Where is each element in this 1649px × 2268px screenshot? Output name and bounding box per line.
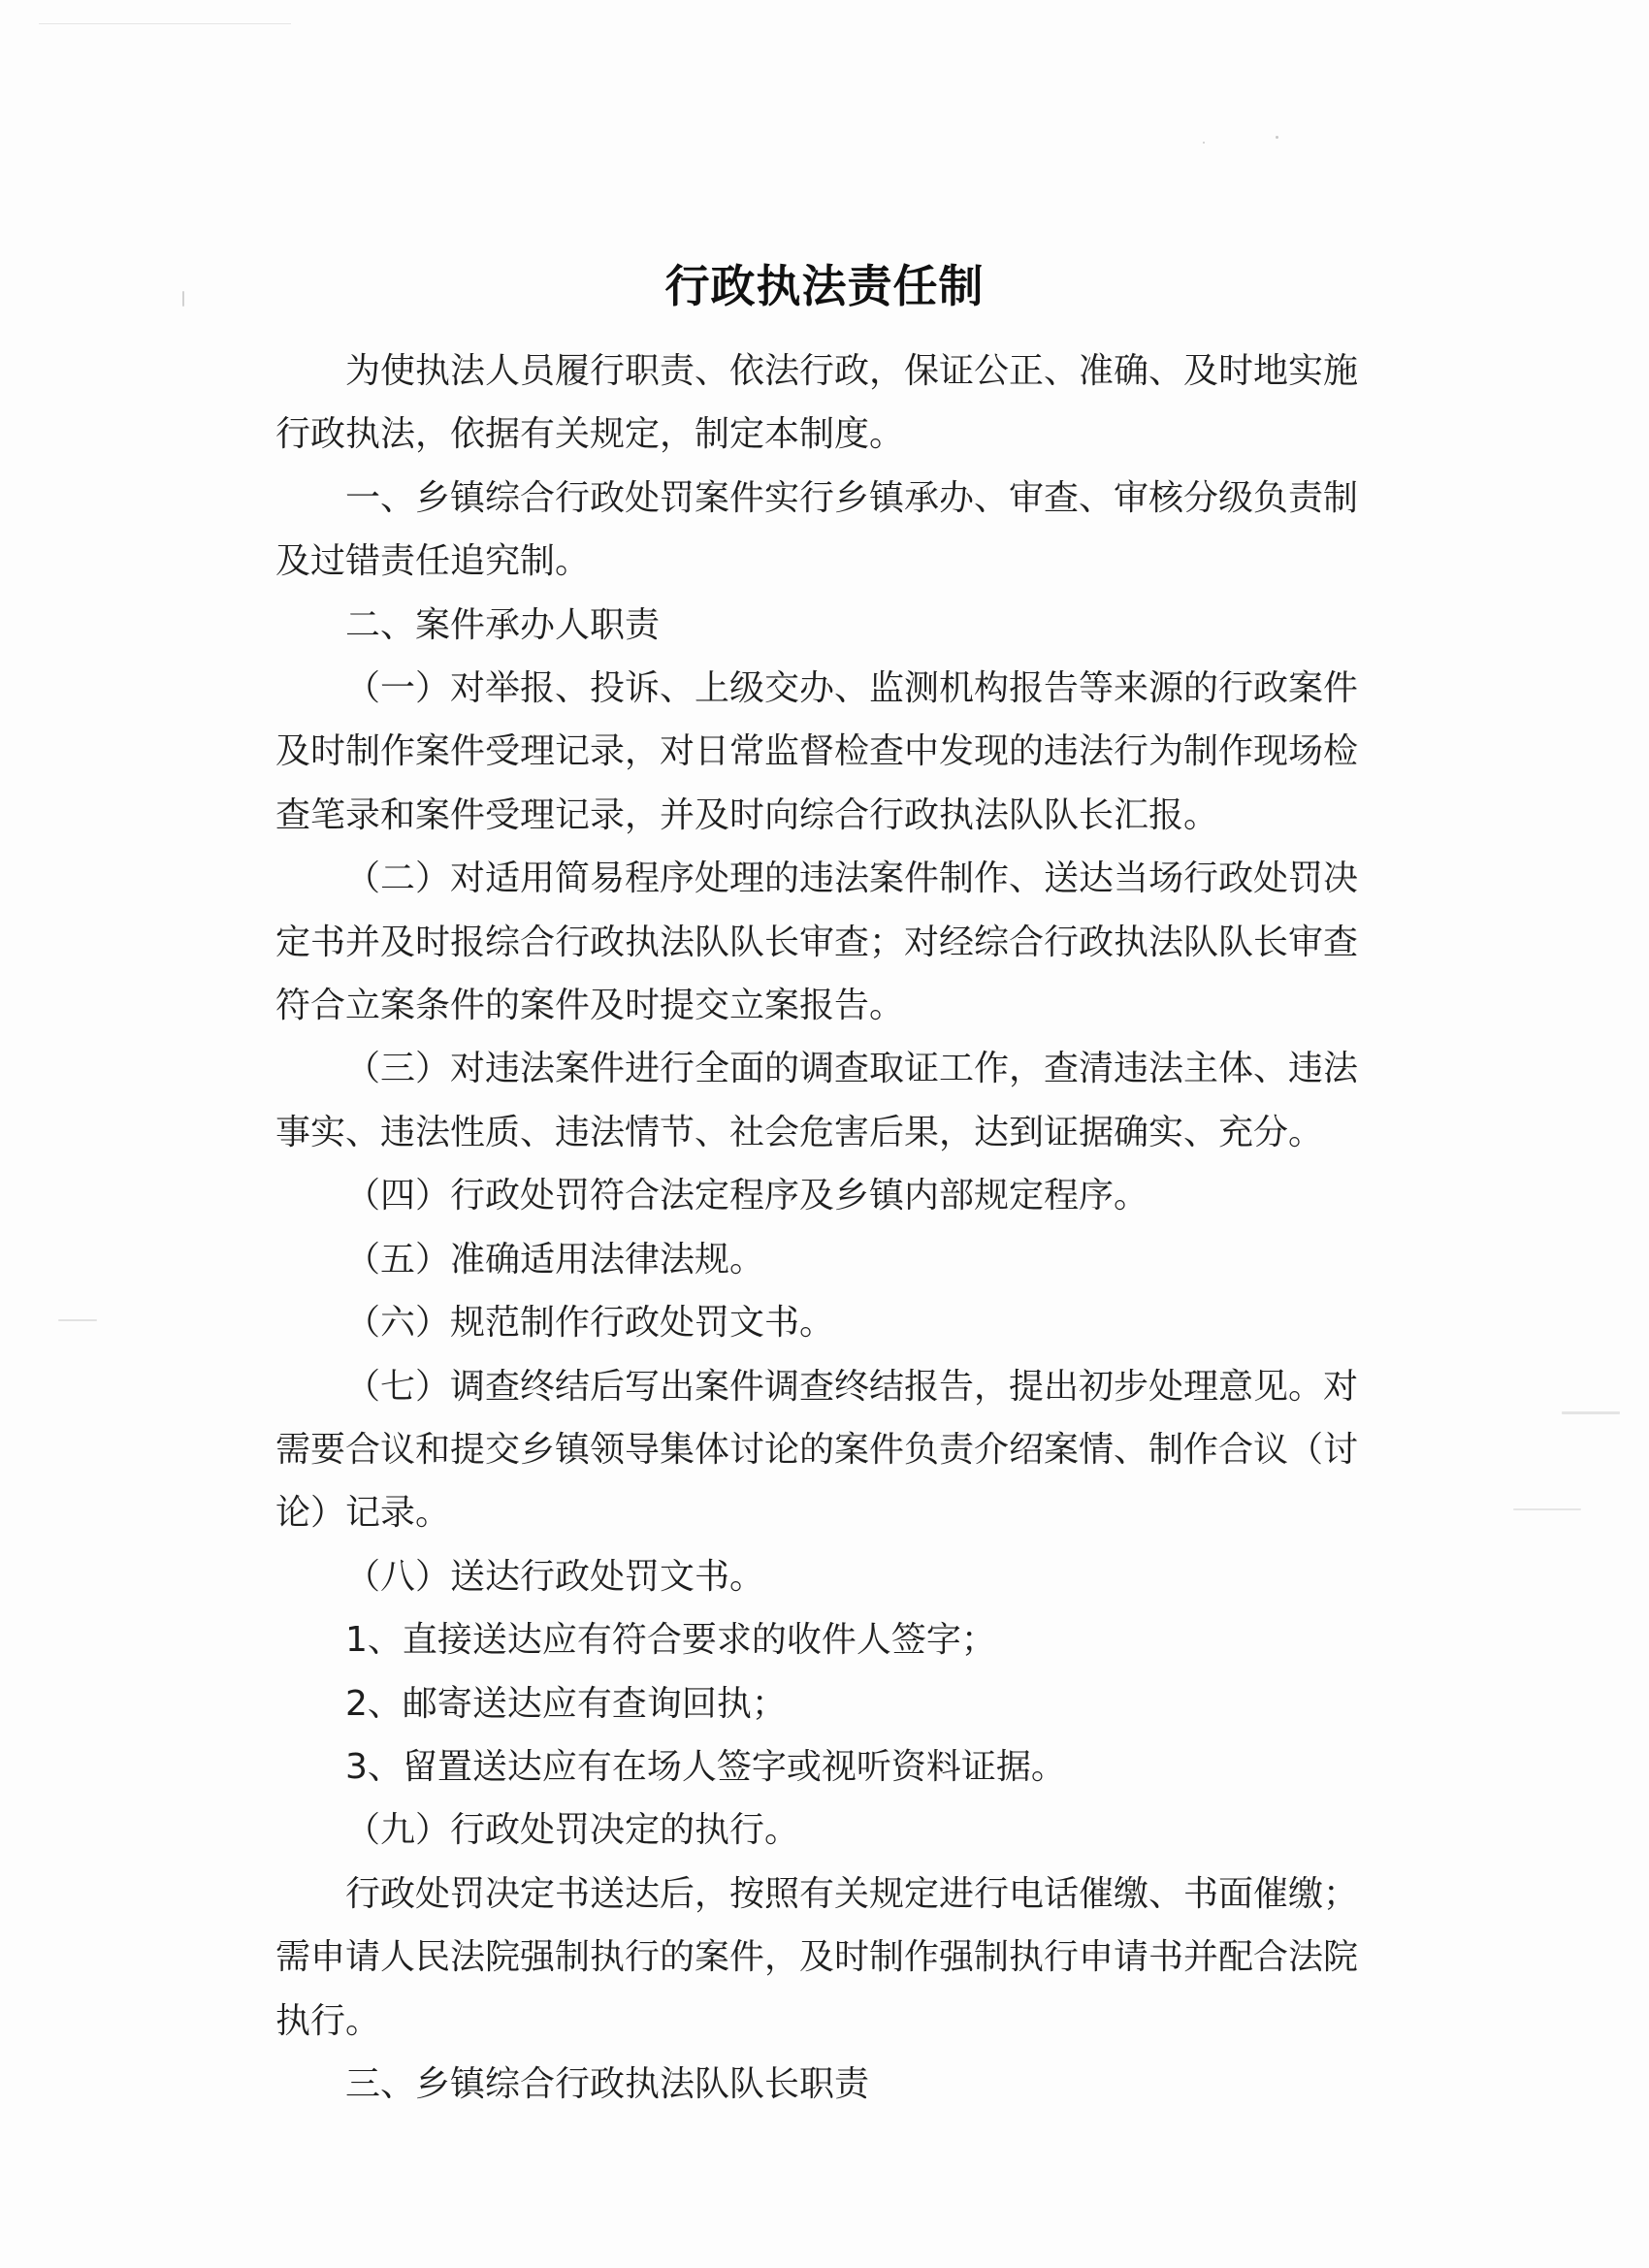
paragraph-item-7: （七）调查终结后写出案件调查终结报告，提出初步处理意见。对需要合议和提交乡镇领导集体讨论的案件负责介绍案情、制作合议（讨论）记录。 [275,1366,1359,1534]
scan-artifact [1203,142,1205,144]
paragraph-item-9-detail: 行政处罚决定书送达后，按照有关规定进行电话催缴、书面催缴；需申请人民法院强制执行的案件，及时制作强制执行申请书并配合法院执行。 [275,1873,1359,2041]
paragraph-section-3-heading: 三、乡镇综合行政执法队队长职责 [345,2063,870,2104]
scan-artifact [1276,136,1278,139]
document-body [275,340,1391,2116]
paragraph-section-2-heading: 二、案件承办人职责 [345,604,661,645]
paragraph-item-1: （一）对举报、投诉、上级交办、监测机构报告等来源的行政案件及时制作案件受理记录，对日常监督检查中发现的违法行为制作现场检查笔录和案件受理记录，并及时向综合行政执法队队长汇报。 [275,668,1359,835]
paragraph-item-5: （五）准确适用法律法规。 [345,1239,765,1280]
paragraph-section-1: 一、乡镇综合行政处罚案件实行乡镇承办、审查、审核分级负责制及过错责任追究制。 [275,477,1359,582]
paragraph-intro: 为使执法人员履行职责、依法行政，保证公正、准确、及时地实施行政执法，依据有关规定，制定本制度。 [275,351,1359,455]
paragraph-subitem-1: 1、直接送达应有符合要求的收件人签字； [345,1620,996,1661]
paragraph-item-3: （三）对违法案件进行全面的调查取证工作，查清违法主体、违法事实、违法性质、违法情节、社会危害后果，达到证据确实、充分。 [275,1049,1359,1152]
paragraph-subitem-2: 2、邮寄送达应有查询回执； [345,1683,787,1724]
paragraph-item-2: （二）对适用简易程序处理的违法案件制作、送达当场行政处罚决定书并及时报综合行政执法队队长审查；对经综合行政执法队队长审查符合立案条件的案件及时提交立案报告。 [275,859,1359,1026]
paragraph-item-4: （四）行政处罚符合法定程序及乡镇内部规定程序。 [345,1176,1149,1216]
scan-artifact [39,23,291,24]
paragraph-item-8: （八）送达行政处罚文书。 [345,1556,765,1597]
scan-artifact [58,1319,97,1321]
page-title: 行政执法责任制 [664,259,985,312]
scan-artifact [1513,1508,1581,1510]
paragraph-item-9: （九）行政处罚决定的执行。 [345,1810,800,1851]
paragraph-item-6: （六）规范制作行政处罚文书。 [345,1303,835,1344]
paragraph-subitem-3: 3、留置送达应有在场人签字或视听资料证据。 [345,1746,1066,1787]
scan-artifact [1562,1411,1620,1414]
